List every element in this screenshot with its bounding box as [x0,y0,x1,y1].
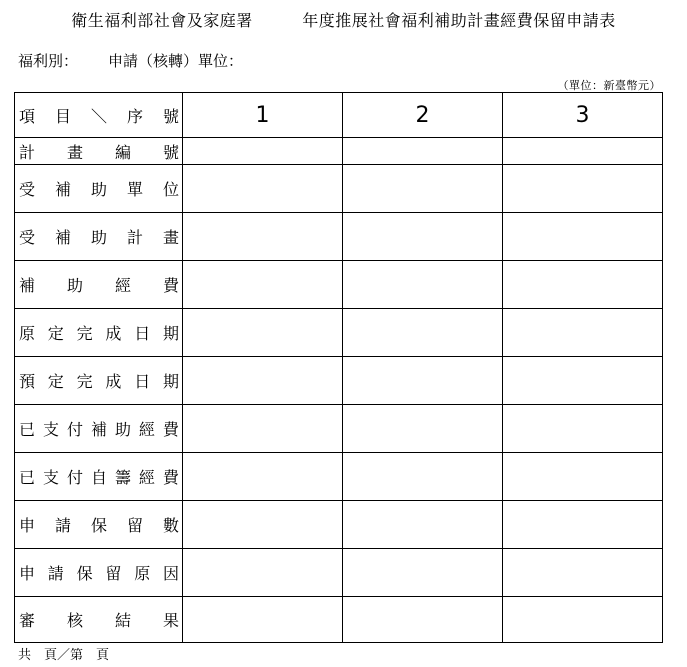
table-row [15,597,663,643]
entry-cell[interactable] [343,261,503,309]
header-label-cell [15,93,183,138]
table-row [15,357,663,405]
entry-cell[interactable] [503,261,663,309]
entry-cell[interactable] [503,453,663,501]
row-label: 申 請 保 留 數 [19,516,179,535]
table-row [15,93,663,138]
entry-cell[interactable] [503,138,663,165]
entry-cell[interactable] [343,357,503,405]
table-row [15,549,663,597]
entry-cell[interactable] [503,597,663,643]
row-label-cell [15,357,183,405]
entry-cell[interactable] [343,501,503,549]
row-label-cell [15,213,183,261]
entry-cell[interactable] [183,405,343,453]
row-label: 補 助 經 費 [19,276,179,295]
entry-cell[interactable] [183,597,343,643]
row-label: 已 支 付 補 助 經 費 [19,420,179,439]
row-label: 已 支 付 自 籌 經 費 [19,468,179,487]
entry-cell[interactable] [183,213,343,261]
row-label: 預 定 完 成 日 期 [19,372,179,391]
entry-cell[interactable] [343,453,503,501]
entry-cell[interactable] [183,357,343,405]
row-label: 審 核 結 果 [19,611,179,630]
application-table [14,92,663,643]
table-row [15,213,663,261]
entry-cell[interactable] [343,405,503,453]
table-row [15,165,663,213]
row-label: 受 補 助 計 畫 [19,228,179,247]
entry-cell[interactable] [343,165,503,213]
subheader-line [18,50,243,71]
row-label-cell [15,549,183,597]
row-label: 受 補 助 單 位 [19,180,179,199]
page-count: 共 頁／第 頁 [18,648,110,663]
row-label-cell [15,309,183,357]
entry-cell[interactable] [503,405,663,453]
entry-cell[interactable] [343,549,503,597]
entry-cell[interactable] [183,453,343,501]
currency-unit-note: （單位：新臺幣元） [557,79,661,92]
row-label-cell [15,501,183,549]
row-label: 項 目 ＼ 序 號 [19,106,179,126]
entry-cell[interactable] [183,261,343,309]
entry-cell[interactable] [343,597,503,643]
entry-cell[interactable] [183,165,343,213]
row-label-cell [15,165,183,213]
row-label: 計 畫 編 號 [19,142,179,162]
row-label-cell [15,261,183,309]
column-number-1: 1 [183,93,343,138]
row-label: 申 請 保 留 原 因 [19,564,179,583]
entry-cell[interactable] [343,309,503,357]
entry-cell[interactable] [503,501,663,549]
entry-cell[interactable] [503,357,663,405]
entry-cell[interactable] [183,309,343,357]
table-row [15,261,663,309]
row-label-cell [15,453,183,501]
welfare-category-label: 福利別： [18,52,79,70]
table-row [15,309,663,357]
entry-cell[interactable] [183,138,343,165]
row-label-cell [15,405,183,453]
entry-cell[interactable] [343,138,503,165]
table-row [15,501,663,549]
entry-cell[interactable] [503,213,663,261]
column-number-2: 2 [343,93,503,138]
row-label: 原 定 完 成 日 期 [19,324,179,343]
column-number-3: 3 [503,93,663,138]
entry-cell[interactable] [503,309,663,357]
table-row [15,138,663,165]
row-label-cell [15,138,183,165]
applicant-unit-label: 申請（核轉）單位： [108,52,244,70]
entry-cell[interactable] [503,549,663,597]
entry-cell[interactable] [183,501,343,549]
form-title: 衛生福利部社會及家庭署 年度推展社會福利補助計畫經費保留申請表 [71,11,616,30]
table-row [15,405,663,453]
table-row [15,453,663,501]
row-label-cell [15,597,183,643]
entry-cell[interactable] [183,549,343,597]
entry-cell[interactable] [503,165,663,213]
entry-cell[interactable] [343,213,503,261]
